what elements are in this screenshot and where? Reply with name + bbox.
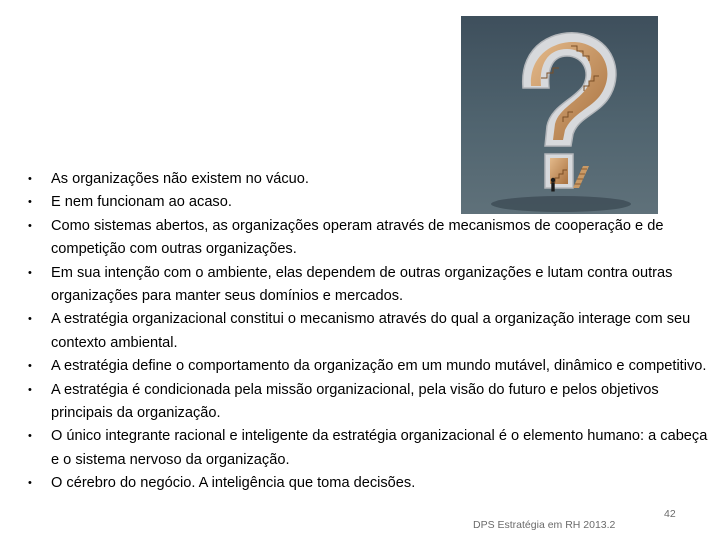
bullet-text: E nem funcionam ao acaso.	[51, 194, 232, 211]
bullet-text: A estratégia é condicionada pela missão organizacional, pela visão do futuro e pelos objetivos principais da organização.	[51, 381, 659, 422]
bullet-item	[20, 308, 710, 355]
bullet-item	[20, 168, 710, 191]
bullet-item	[20, 262, 710, 309]
bullet-text: O cérebro do negócio. A inteligência que toma decisões.	[51, 475, 416, 492]
footer-text: DPS Estratégia em RH 2013.2	[473, 519, 616, 531]
bullet-marker: •	[28, 313, 32, 326]
bullet-list	[20, 168, 710, 496]
bullet-item	[20, 472, 710, 495]
bullet-text: Em sua intenção com o ambiente, elas dependem de outras organizações e lutam contra outras organizações para manter seus domínios e mercados.	[51, 264, 673, 305]
bullet-marker: •	[28, 196, 32, 209]
bullet-marker: •	[28, 219, 32, 232]
bullet-item	[20, 191, 710, 214]
bullet-item	[20, 355, 710, 378]
bullet-marker: •	[28, 266, 32, 279]
bullet-text: O único integrante racional e inteligente da estratégia organizacional é o elemento humano: a cabeça e o sistema nervoso da organização.	[51, 428, 708, 468]
page-number: 42	[664, 508, 676, 520]
bullet-text: A estratégia organizacional constitui o mecanismo através do qual a organização interage com seu contexto ambiental.	[51, 311, 691, 351]
bullet-item	[20, 425, 710, 472]
bullet-item	[20, 215, 710, 262]
bullet-marker: •	[28, 383, 32, 396]
bullet-marker: •	[28, 477, 32, 490]
bullet-marker: •	[28, 360, 32, 373]
bullet-item	[20, 379, 710, 426]
bullet-marker: •	[28, 430, 32, 443]
bullet-marker: •	[28, 173, 32, 185]
bullet-text: Como sistemas abertos, as organizações operam através de mecanismos de cooperação e de competição com outras organizações.	[51, 217, 664, 258]
bullet-text: A estratégia define o comportamento da organização em um mundo mutável, dinâmico e competitivo.	[51, 358, 707, 375]
bullet-text: As organizações não existem no vácuo.	[51, 171, 309, 187]
